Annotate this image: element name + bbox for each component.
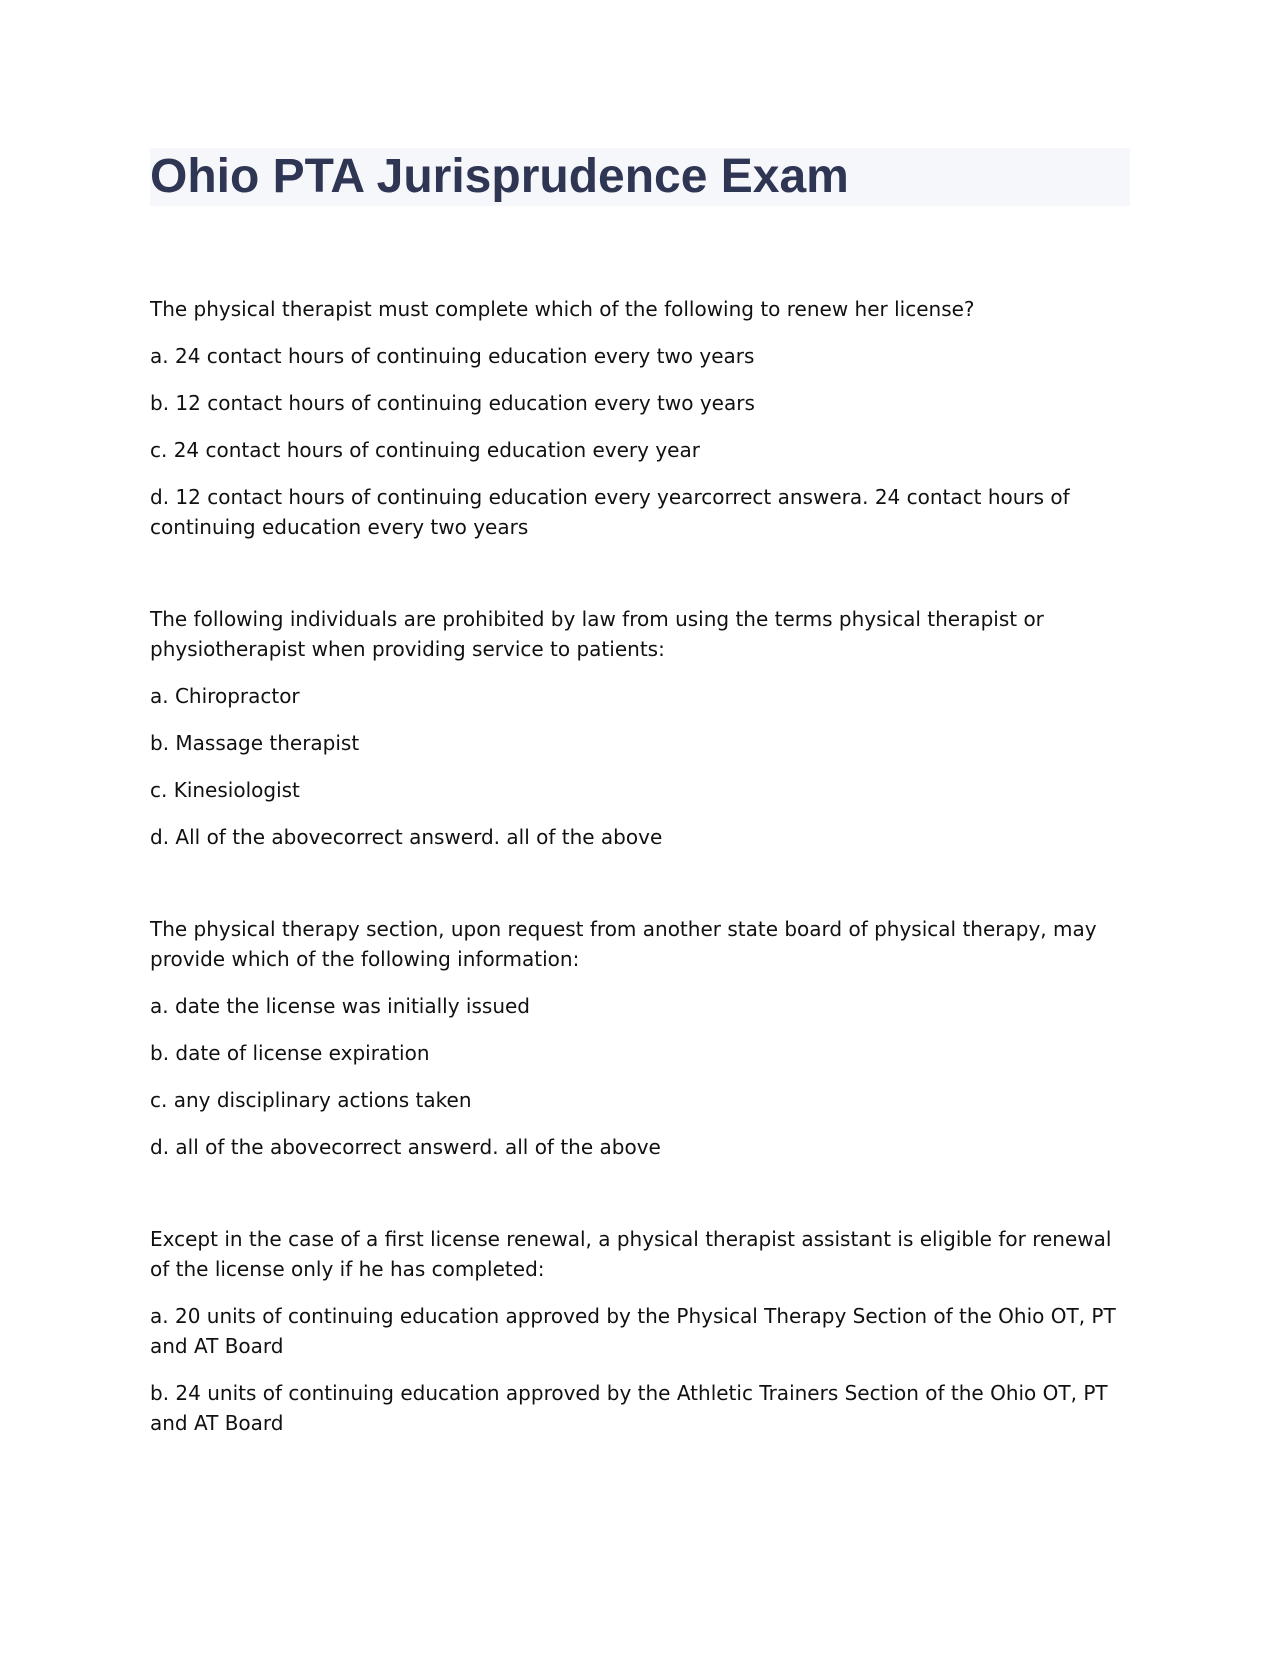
question-2-option-b: b. Massage therapist [150, 731, 360, 755]
question-3-text: The physical therapy section, upon request from another state board of physical therapy, may provide which of the following information: [150, 917, 1097, 971]
question-2 [150, 604, 1130, 852]
question-3-option-c: c. any disciplinary actions taken [150, 1088, 472, 1112]
question-3-option-d: d. all of the abovecorrect answerd. all of the above [150, 1135, 661, 1159]
question-1-option-b: b. 12 contact hours of continuing education every two years [150, 391, 755, 415]
question-1-text: The physical therapist must complete which of the following to renew her license? [150, 297, 975, 321]
question-1 [150, 294, 1130, 542]
title-band [150, 148, 1130, 206]
question-3-option-a: a. date the license was initially issued [150, 994, 530, 1018]
question-4 [150, 1224, 1130, 1438]
question-2-option-d: d. All of the abovecorrect answerd. all of the above [150, 825, 663, 849]
question-2-text: The following individuals are prohibited by law from using the terms physical therapist or physiotherapist when providing service to patients: [150, 607, 1044, 661]
question-2-option-a: a. Chiropractor [150, 684, 300, 708]
question-2-option-c: c. Kinesiologist [150, 778, 300, 802]
question-3-option-b: b. date of license expiration [150, 1041, 430, 1065]
question-1-option-d: d. 12 contact hours of continuing education every yearcorrect answera. 24 contact hours of continuing education every two years [150, 485, 1070, 539]
question-4-option-b: b. 24 units of continuing education approved by the Athletic Trainers Section of the Ohio OT, PT and AT Board [150, 1381, 1108, 1435]
question-1-option-c: c. 24 contact hours of continuing education every year [150, 438, 700, 462]
question-4-option-a: a. 20 units of continuing education approved by the Physical Therapy Section of the Ohio OT, PT and AT Board [150, 1304, 1116, 1358]
question-4-text: Except in the case of a first license renewal, a physical therapist assistant is eligible for renewal of the license only if he has completed: [150, 1227, 1112, 1281]
question-3 [150, 914, 1130, 1162]
question-1-option-a: a. 24 contact hours of continuing education every two years [150, 344, 755, 368]
document-page [150, 148, 1130, 1500]
page-title: Ohio PTA Jurisprudence Exam [150, 150, 849, 203]
